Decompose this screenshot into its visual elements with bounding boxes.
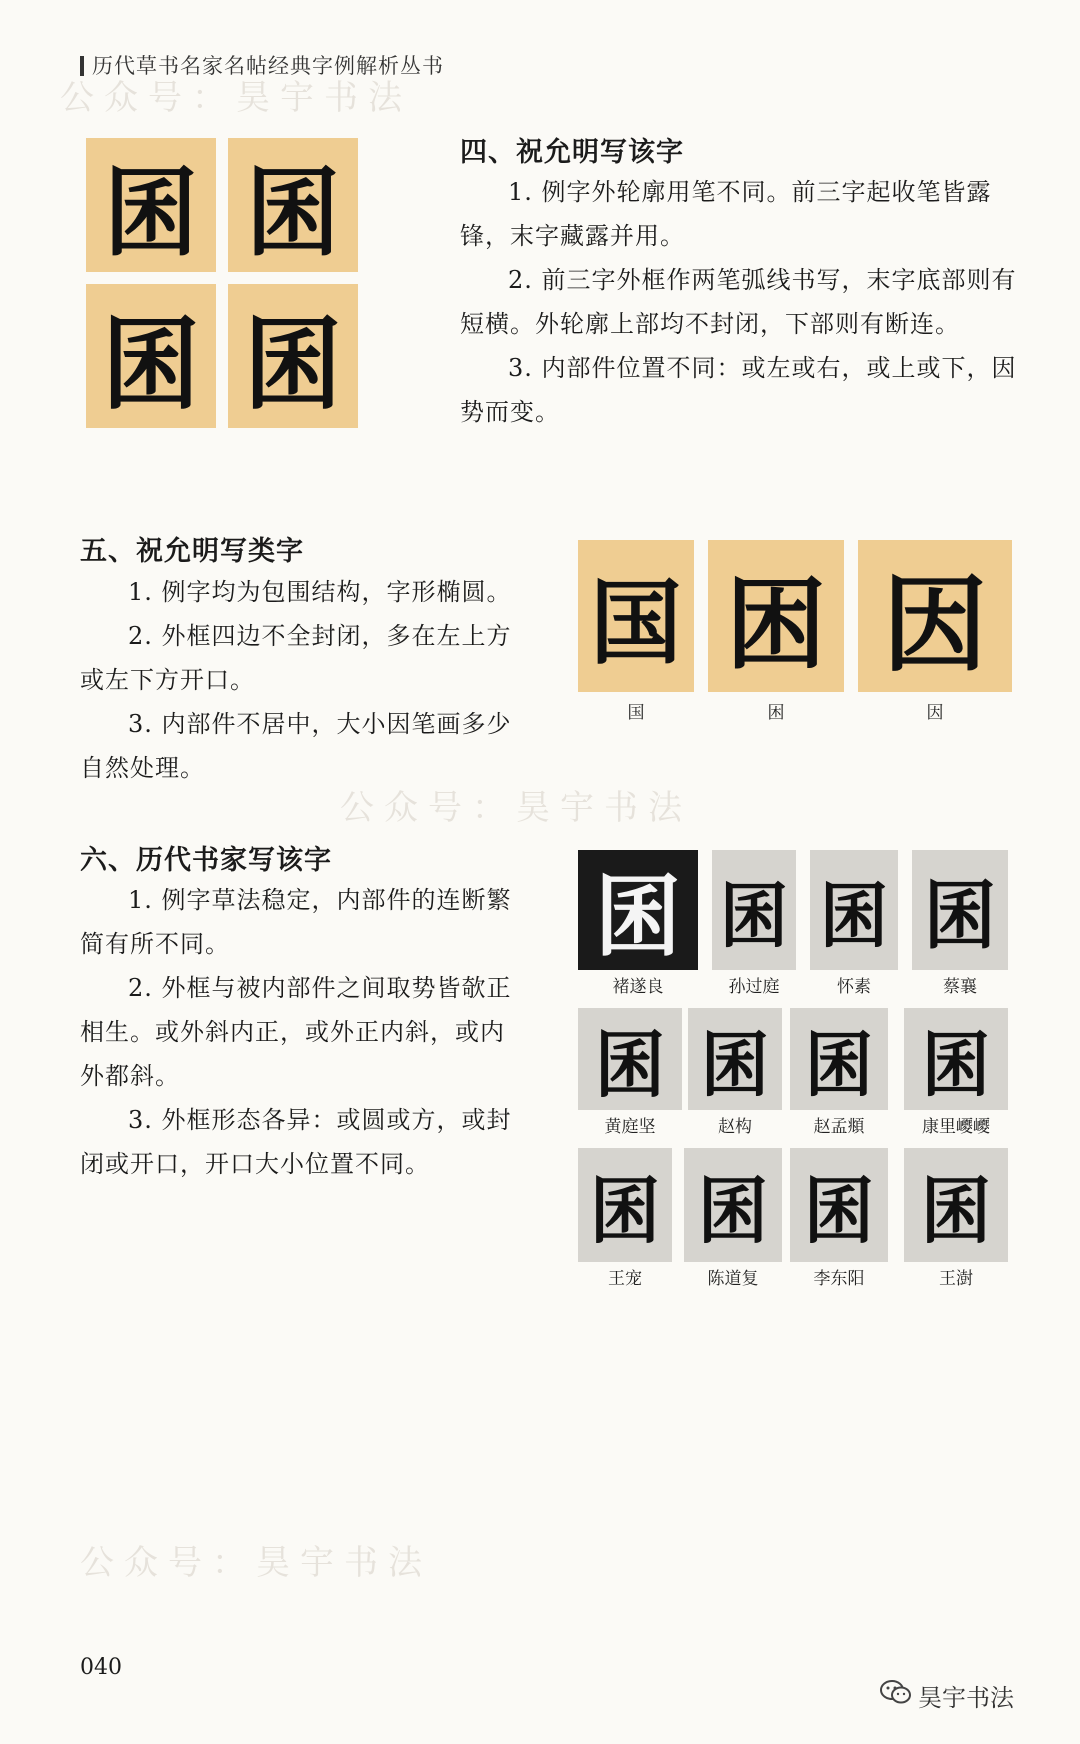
glyph-tile: 囷 <box>790 1148 888 1262</box>
glyph-tile: 囷 <box>912 850 1008 970</box>
paragraph: 1. 例字草法稳定，内部件的连断繁简有所不同。 <box>80 886 512 958</box>
section6-heading: 六、历代书家写该字 <box>80 845 332 876</box>
glyph-tile: 囷 <box>86 138 216 272</box>
calligrapher-caption: 褚遂良 <box>612 977 664 997</box>
paragraph: 2. 外框四边不全封闭，多在左上方或左下方开口。 <box>80 622 512 694</box>
section4-image-grid <box>86 138 358 428</box>
glyph-tile: 囷 <box>790 1008 888 1110</box>
glyph-tile: 因 <box>858 540 1012 692</box>
glyph-tile: 囷 <box>86 284 216 428</box>
glyph-tile: 困 <box>708 540 844 692</box>
glyph-caption: 国 <box>627 703 645 723</box>
section5-examples <box>578 540 1018 723</box>
glyph-tile: 囷 <box>904 1148 1008 1262</box>
glyph-caption: 困 <box>767 703 785 723</box>
paragraph: 2. 前三字外框作两笔弧线书写，末字底部则有短横。外轮廓上部均不封闭，下部则有断连。 <box>460 266 1017 338</box>
watermark: 公众号：昊宇书法 <box>340 788 692 828</box>
calligrapher-caption: 怀素 <box>837 977 871 997</box>
paragraph: 1. 例字外轮廓用笔不同。前三字起收笔皆露锋，末字藏露并用。 <box>460 178 992 250</box>
watermark: 公众号：昊宇书法 <box>60 78 412 118</box>
series-title: 历代草书名家名帖经典字例解析丛书 <box>92 54 444 78</box>
calligrapher-caption: 陈道复 <box>707 1269 759 1289</box>
paragraph: 1. 例字均为包围结构，字形椭圆。 <box>128 578 512 606</box>
calligrapher-caption: 黄庭坚 <box>604 1117 656 1137</box>
section5-body <box>80 570 520 790</box>
section6-body <box>80 878 520 1186</box>
section4-body <box>460 170 1028 434</box>
glyph-tile: 囷 <box>810 850 898 970</box>
glyph-tile: 囷 <box>904 1008 1008 1110</box>
watermark: 公众号：昊宇书法 <box>80 1543 432 1583</box>
glyph-tile: 国 <box>578 540 694 692</box>
section4-heading: 四、祝允明写该字 <box>460 137 684 168</box>
paragraph: 2. 外框与被内部件之间取势皆欹正相生。或外斜内正，或外正内斜，或内外都斜。 <box>80 974 512 1090</box>
glyph-tile: 囷 <box>228 138 358 272</box>
calligrapher-caption: 康里巎巎 <box>922 1117 990 1137</box>
brand-name: 昊宇书法 <box>918 1684 1014 1712</box>
calligrapher-caption: 王澍 <box>939 1269 973 1289</box>
glyph-tile: 囷 <box>228 284 358 428</box>
paragraph: 3. 内部件不居中，大小因笔画多少自然处理。 <box>80 710 512 782</box>
glyph-tile: 囷 <box>578 1008 682 1110</box>
calligrapher-caption: 蔡襄 <box>943 977 977 997</box>
wechat-icon <box>880 1679 912 1705</box>
glyph-tile: 囷 <box>578 850 698 970</box>
glyph-tile: 囷 <box>578 1148 672 1262</box>
calligrapher-caption: 王宠 <box>608 1269 642 1289</box>
page-number: 040 <box>80 1655 122 1680</box>
glyph-tile: 囷 <box>684 1148 782 1262</box>
calligrapher-caption: 孙过庭 <box>728 977 780 997</box>
paragraph: 3. 内部件位置不同：或左或右，或上或下，因势而变。 <box>460 354 1017 426</box>
calligrapher-caption: 赵构 <box>718 1117 752 1137</box>
section6-calligrapher-grid <box>578 850 1018 1290</box>
glyph-tile: 囷 <box>712 850 796 970</box>
calligrapher-caption: 李东阳 <box>813 1269 865 1289</box>
section5-heading: 五、祝允明写类字 <box>80 536 304 567</box>
glyph-caption: 因 <box>926 703 944 723</box>
glyph-tile: 囷 <box>688 1008 782 1110</box>
calligrapher-caption: 赵孟頫 <box>813 1117 865 1137</box>
paragraph: 3. 外框形态各异：或圆或方，或封闭或开口，开口大小位置不同。 <box>80 1106 512 1178</box>
